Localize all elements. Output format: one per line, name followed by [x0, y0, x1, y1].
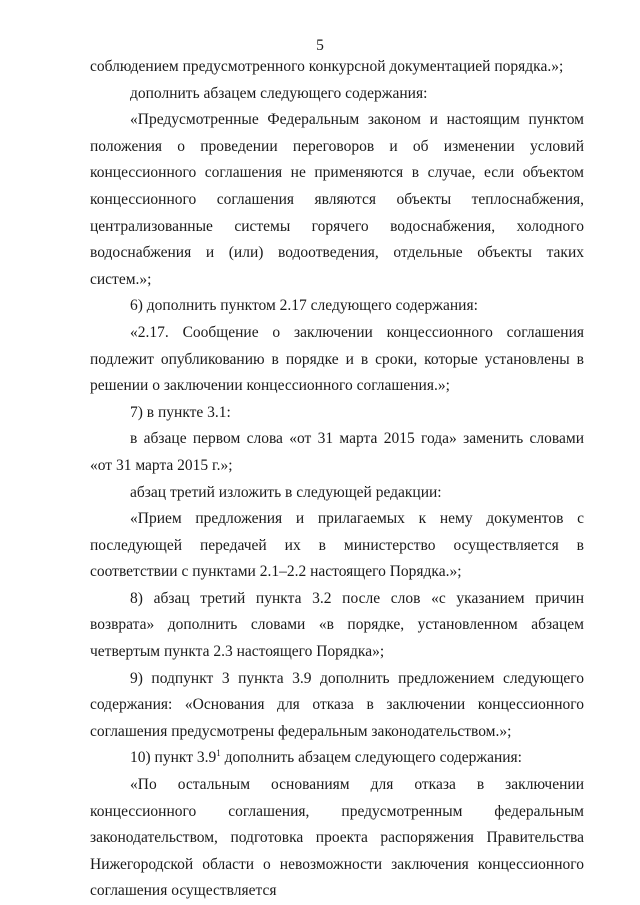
paragraph-quote-2-17: «2.17. Сообщение о заключении концессионного соглашения подлежит опубликованию в порядке и в сроки, которые установлены в решении о заключении концессионного соглашения.»;: [90, 323, 584, 395]
paragraph-quote-federal-law: «Предусмотренные Федеральным законом и настоящим пунктом положения о проведении переговоров и об изменении условий концессионного соглашения не применяются в случае, если объектом концессионного соглашения являются объекты теплоснабжения, централизованные системы горячего водоснабжения, холодного водоснабжения и (или) водоотведения, отдельные объекты таких систем.»;: [90, 111, 584, 288]
item-10-text-before: 10) пункт 3.9: [130, 749, 217, 767]
paragraph-item-7: 7) в пункте 3.1:: [130, 403, 231, 421]
paragraph-quote-other-grounds: «По остальным основаниям для отказа в заключении концессионного соглашения, предусмотренным федеральным законодательством, подготовка проекта распоряжения Правительства Нижегородской области о невозможности заключения концессионного соглашения осуществляется: [90, 776, 584, 900]
item-10-text-after: дополнить абзацем следующего содержания:: [220, 749, 522, 767]
paragraph-continuation: соблюдением предусмотренного конкурсной документацией порядка.»;: [90, 58, 564, 75]
paragraph-quote-reception: «Прием предложения и прилагаемых к нему документов с последующей передачей их в министерство осуществляется в соответствии с пунктами 2.1–2.2 настоящего Порядка.»;: [90, 510, 584, 581]
item-10-superscript: 1: [216, 748, 221, 759]
paragraph-item-6: 6) дополнить пунктом 2.17 следующего содержания:: [130, 297, 478, 315]
paragraph-item-9: 9) подпункт 3 пункта 3.9 дополнить предложением следующего содержания: «Основания для отказа в заключении концессионного соглашения предусмотрены федеральным законодательством.»;: [90, 669, 584, 740]
paragraph-item-10: [90, 745, 584, 772]
paragraph-item-8: 8) абзац третий пункта 3.2 после слов «с указанием причин возврата» дополнить словами «в порядке, установленном абзацем четвертым пункта 2.3 настоящего Порядка»;: [90, 589, 584, 661]
document-body: [90, 54, 584, 905]
page-number: 5: [316, 37, 324, 54]
paragraph-first-abzac-words: в абзаце первом слова «от 31 марта 2015 года» заменить словами «от 31 марта 2015 г.»;: [90, 430, 584, 474]
paragraph-add-abzac: дополнить абзацем следующего содержания:: [130, 84, 428, 102]
paragraph-third-abzac: абзац третий изложить в следующей редакции:: [130, 483, 442, 501]
